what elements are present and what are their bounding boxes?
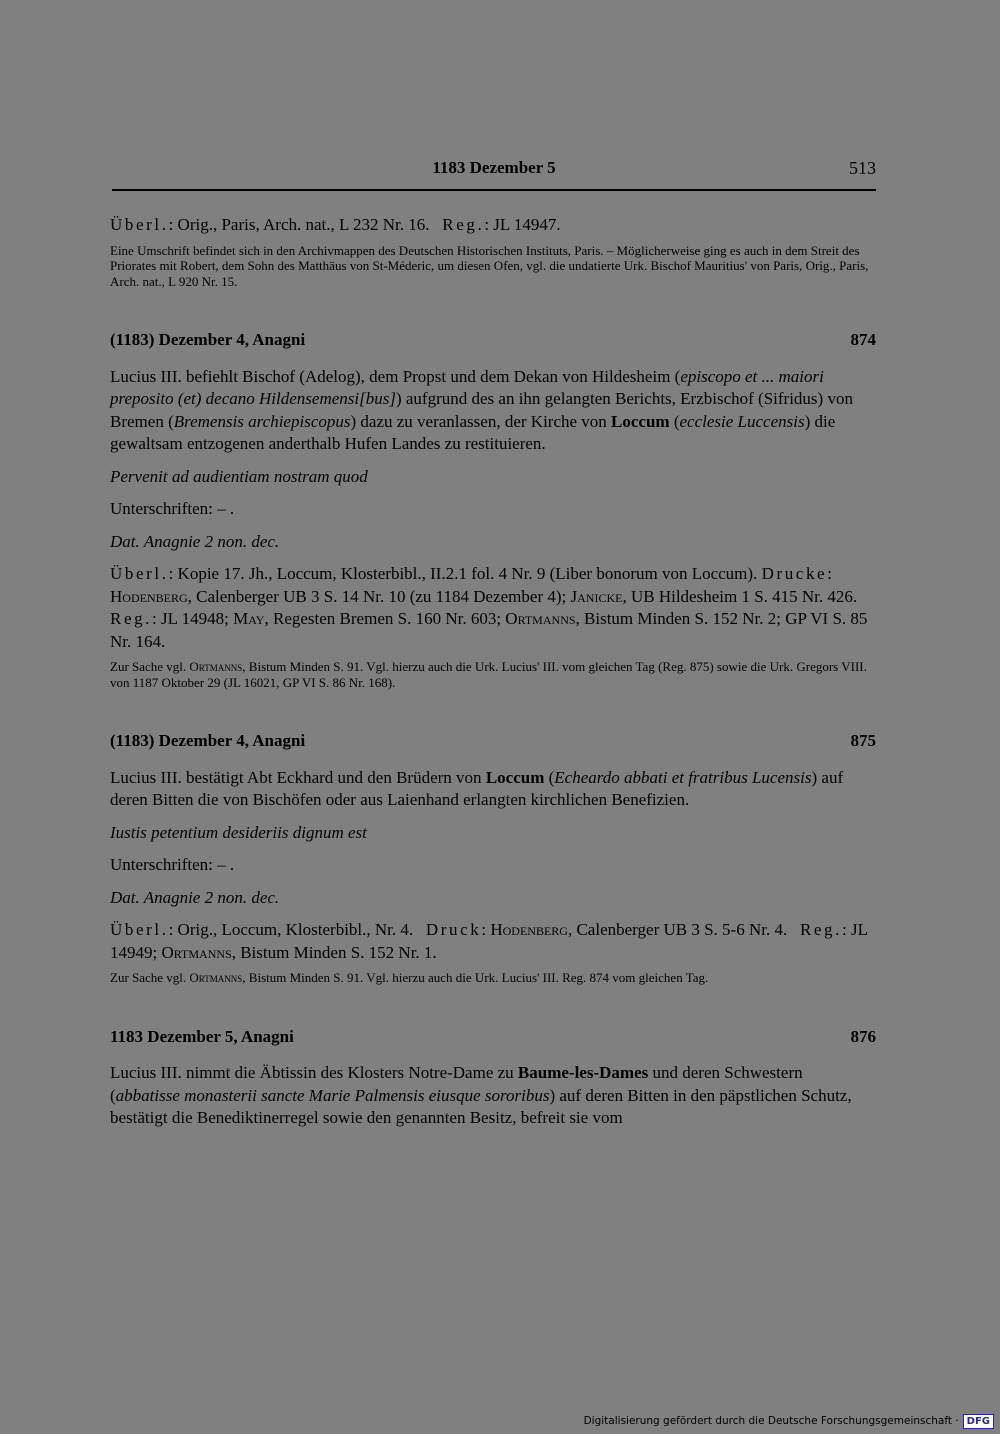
entry-875-dating: Dat. Anagnie 2 non. dec. bbox=[110, 887, 280, 907]
entry-875-summary: Lucius III. bestätigt Abt Eckhard und den Brüdern von Loccum (Echeardo abbati et fratribus Lucensis) auf deren Bitten die von Bischöfen oder aus Laienhand erlangten kirchlichen Benefizien. bbox=[110, 767, 844, 809]
dfg-logo: DFG bbox=[963, 1414, 994, 1429]
entry-874-tradition: Überl.: Kopie 17. Jh., Loccum, Klosterbibl., II.2.1 fol. 4 Nr. 9 (Liber bonorum von Loccum). Drucke: Hodenberg, Calenberger UB 3 S. 14 Nr. 10 (zu 1184 Dezember 4); Janicke, UB Hildesheim 1 S. 415 Nr. 426. Reg.: JL 14948; May, Regesten Bremen S. 160 Nr. 603; Ortmanns, Bistum Minden S. 152 Nr. 2; GP VI S. 85 Nr. 164. bbox=[110, 564, 868, 651]
preface-uberlieferung: Überl.: Orig., Paris, Arch. nat., L 232 Nr. 16. Reg.: JL 14947. bbox=[110, 215, 561, 234]
entry-874-incipit: Pervenit ad audientiam nostram quod bbox=[110, 466, 368, 486]
entry-number: 875 bbox=[850, 731, 876, 750]
entry-date-place: 1183 Dezember 5, Anagni bbox=[110, 1026, 294, 1046]
entry-874-summary: Lucius III. befiehlt Bischof (Adelog), dem Propst und dem Dekan von Hildesheim (episcopo et ... maiori preposito (et) decano Hildensemensi[bus]) aufgrund des an ihn gelangten Berichts, Erzbischof (Sifridus) von Bremen (Bremensis archiepiscopus) dazu zu veranlassen, der Kirche von Loccum (ecclesie Luccensis) die gewaltsam entzogenen anderthalb Hufen Landes zu restituieren. bbox=[110, 366, 853, 453]
page-content bbox=[110, 214, 876, 1130]
running-header bbox=[112, 158, 876, 184]
entry-875-signatures: Unterschriften: – . bbox=[110, 855, 235, 874]
digitization-footer bbox=[584, 1412, 994, 1430]
entry-874-note: Zur Sache vgl. Ortmanns, Bistum Minden S. 91. Vgl. hierzu auch die Urk. Lucius' III. vom gleichen Tag (Reg. 875) sowie die Urk. Gregors VIII. von 1187 Oktober 29 (JL 16021, GP VI S. 86 Nr. 168). bbox=[110, 659, 867, 690]
running-title: 1183 Dezember 5 bbox=[432, 158, 556, 177]
entry-874-heading bbox=[110, 329, 876, 352]
entry-875-heading bbox=[110, 730, 876, 753]
preface-note: Eine Umschrift befindet sich in den Archivmappen des Deutschen Historischen Instituts, Paris. – Möglicherweise ging es auch in dem Streit des Priorates mit Robert, dem Sohn des Matthäus von St-Méderic, um diesen Ofen, vgl. die undatierte Urk. Bischof Mauritius' von Paris, Orig., Paris, Arch. nat., L 920 Nr. 15. bbox=[110, 242, 869, 289]
entry-876-summary: Lucius III. nimmt die Äbtissin des Klosters Notre-Dame zu Baume-les-Dames und deren Schwestern (abbatisse monasterii sancte Marie Palmensis eiusque sororibus) auf deren Bitten in den päpstlichen Schutz, bestätigt die Benediktinerregel sowie den genannten Besitz, befreit sie vom bbox=[110, 1063, 852, 1127]
entry-date-place: (1183) Dezember 4, Anagni bbox=[110, 731, 306, 750]
entry-874-dating: Dat. Anagnie 2 non. dec. bbox=[110, 531, 280, 551]
entry-875-incipit: Iustis petentium desideriis dignum est bbox=[110, 822, 367, 842]
entry-874-signatures: Unterschriften: – . bbox=[110, 499, 235, 518]
entry-date-place: (1183) Dezember 4, Anagni bbox=[110, 330, 306, 349]
entry-number: 876 bbox=[850, 1026, 876, 1046]
entry-875-tradition: Überl.: Orig., Loccum, Klosterbibl., Nr. 4. Druck: Hodenberg, Calenberger UB 3 S. 5-6 Nr. 4. Reg.: JL 14949; Ortmanns, Bistum Minden S. 152 Nr. 1. bbox=[110, 920, 868, 962]
entry-875-note: Zur Sache vgl. Ortmanns, Bistum Minden S. 91. Vgl. hierzu auch die Urk. Lucius' III. Reg. 874 vom gleichen Tag. bbox=[110, 970, 709, 985]
footer-credit: Digitalisierung gefördert durch die Deutsche Forschungsgemeinschaft · bbox=[583, 1415, 959, 1427]
header-rule bbox=[112, 189, 876, 191]
page-number: 513 bbox=[849, 158, 876, 178]
entry-876-heading bbox=[110, 1026, 876, 1049]
entry-number: 874 bbox=[850, 330, 876, 349]
